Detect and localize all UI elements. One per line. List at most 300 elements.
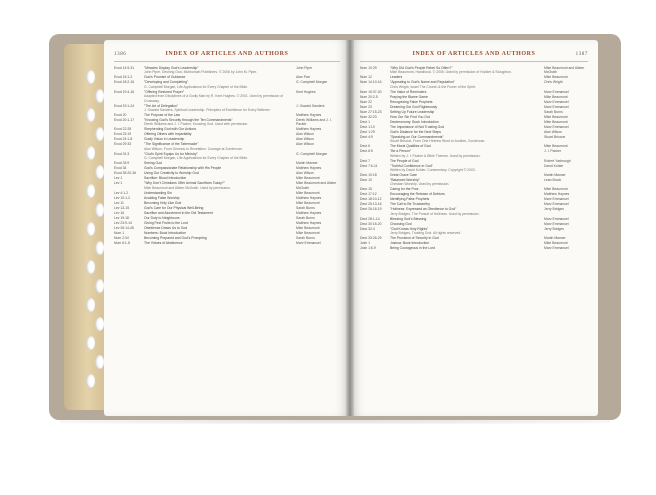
article-author: Marv Emmanuel	[296, 240, 321, 245]
scripture-reference: Josh 1	[360, 241, 370, 246]
scripture-reference: Deut 32:4	[360, 226, 375, 231]
article-title	[390, 90, 544, 94]
article-title	[144, 231, 296, 235]
scripture-reference: Deut 33:26-29	[360, 236, 382, 241]
index-entry	[114, 152, 340, 161]
article-title	[390, 115, 544, 119]
index-entry	[114, 132, 340, 136]
right-index-list	[360, 66, 588, 251]
scripture-reference: Lev 16	[114, 210, 125, 215]
article-source-note: G. Campbell Morgan, Life Applications for Every Chapter of the Bible.	[144, 84, 249, 89]
article-title-text: Becoming Prepared and God's Prompting	[144, 235, 207, 240]
article-title-text: The Provision of Security in God	[390, 236, 439, 241]
article-title-text: "The Significance of the Tabernacle"	[144, 142, 199, 147]
thumb-index-tab	[86, 298, 95, 312]
article-title-text: Choosing God	[390, 221, 412, 226]
article-author: Mike Beaumont	[296, 190, 320, 195]
article-source-note: Adapted from Disciplines of a Godly Man by R. Kent Hughes. © 2001. Used by permission of Crossway.	[144, 94, 284, 103]
article-title	[390, 192, 544, 196]
index-entry	[360, 95, 588, 99]
article-title	[390, 100, 544, 104]
article-title	[144, 181, 296, 190]
scripture-reference: Exod 15:1-2	[114, 75, 133, 80]
scripture-reference: Exod 23:19	[114, 132, 132, 137]
scripture-reference: Exod 24:1-8	[114, 137, 133, 142]
article-source-note: Christian Worship, Used by permission.	[390, 182, 450, 187]
scripture-reference: Num 20:2-5	[360, 94, 378, 99]
article-author: Chris Wright	[544, 80, 563, 85]
index-entry	[114, 196, 340, 200]
article-title-text: Seeing God	[144, 161, 162, 166]
scripture-reference: Exod 18:2-16	[114, 80, 135, 85]
article-title-text: Great Grace Care	[390, 173, 417, 178]
index-entry	[114, 104, 340, 113]
scripture-reference: Num 14:10-16	[360, 80, 382, 85]
article-title	[144, 113, 296, 117]
index-entry	[360, 246, 588, 250]
article-title-text: Encouraging the Release of Debtors	[390, 192, 445, 197]
index-entry	[360, 173, 588, 177]
scripture-reference: Deut 28:1-14	[360, 216, 380, 221]
article-title	[144, 132, 296, 136]
article-source-note: Written by David Kohler, Commentary. Copyright © 2003.	[390, 168, 476, 173]
index-entry	[360, 222, 588, 226]
article-title-text: "The Art of Delegation"	[144, 103, 179, 108]
scripture-reference: Lev 4:1-2	[114, 190, 129, 195]
scripture-reference: Deut 26:16-19	[360, 207, 382, 212]
scripture-reference: Deut 7:6-11	[360, 163, 378, 168]
scripture-reference: Exod 20:1-17	[114, 118, 135, 123]
thumb-index-tab	[95, 89, 104, 103]
scripture-reference: Num 10:29	[360, 66, 377, 70]
index-entry	[114, 181, 340, 190]
scripture-reference: Deut 4:9	[360, 134, 373, 139]
index-entry	[360, 120, 588, 124]
article-author: J. Oswald Sanders	[296, 103, 325, 108]
index-entry	[114, 211, 340, 215]
scripture-reference: Deut 15	[360, 187, 372, 192]
article-author: Mike Beaumont	[544, 94, 568, 99]
article-title	[390, 130, 544, 134]
article-author: Marv Emmanuel	[544, 104, 569, 109]
index-entry	[114, 201, 340, 205]
article-title-text: "Why Did God's People Rebel So Often?"	[390, 66, 453, 70]
article-author: Alan Wilson	[296, 142, 314, 147]
article-title-text: Deuteronomy: Book Introduction	[390, 119, 439, 124]
article-source-note: Alan Wilson, From Genesis to Revelation. Courage at Zondervan.	[144, 146, 243, 151]
index-entry	[114, 226, 340, 230]
article-title-text: Recognizing False Prophets	[390, 99, 433, 104]
article-author: Sarah Burns	[544, 109, 563, 114]
thumb-index-tab	[95, 279, 104, 293]
article-title	[144, 211, 296, 215]
index-entry	[360, 178, 588, 187]
article-title-text: "Truthful Confidence in God"	[390, 163, 433, 168]
article-author: Martin Manser	[544, 236, 566, 241]
article-author: Mike Beaumont	[544, 187, 568, 192]
scripture-reference: Deut 10	[360, 178, 372, 183]
article-title	[390, 110, 544, 114]
article-title-text: The Call to Be Trustworthy	[390, 202, 430, 207]
article-title	[390, 135, 544, 144]
index-entry	[360, 66, 588, 75]
article-title-text: God's Compassionate Relationship with His People	[144, 166, 222, 171]
article-author: Mike Beaumont	[296, 225, 320, 230]
scripture-reference: Exod 34	[114, 166, 127, 171]
article-title	[144, 75, 296, 79]
article-author: Matthew Haynes	[296, 220, 322, 225]
scripture-reference: Exod 31:3	[114, 151, 130, 156]
article-author: Mike Beaumont	[544, 144, 568, 149]
article-title-text: The People of God	[390, 158, 419, 163]
article-title	[144, 118, 296, 127]
scripture-reference: Exod 35:20-36	[114, 171, 137, 176]
article-source-note: Jerry Bridges, The Pursuit of Holiness. Used by permission.	[390, 211, 480, 216]
article-title-text: Identifying False Prophets	[390, 197, 430, 202]
article-title	[144, 201, 296, 205]
article-source-note: Jerry Bridges, Trusting God. All rights reserved.	[390, 231, 462, 236]
right-page-header	[360, 49, 588, 59]
left-page-running-head: INDEX OF ARTICLES AND AUTHORS	[165, 51, 289, 57]
article-source-note: Derek Williams and J. I. Packer, Knowing God. Used with permission.	[144, 122, 249, 127]
article-author: J. I. Packer	[544, 149, 561, 154]
article-author: Kent Hughes	[296, 89, 316, 94]
right-header-rule	[360, 61, 588, 62]
scripture-reference: Deut 6:5	[360, 149, 373, 154]
article-title-text: Leaders	[390, 75, 403, 80]
article-title	[144, 66, 296, 75]
scripture-reference: Exod 19:1-24	[114, 103, 135, 108]
article-author: Mike Beaumont	[296, 230, 320, 235]
article-title	[144, 137, 296, 141]
article-author: Sarah Burns	[296, 235, 315, 240]
article-author: Sarah Burns	[296, 205, 315, 210]
thumb-index-tab	[95, 355, 104, 369]
index-entry	[360, 144, 588, 148]
index-entry	[114, 66, 340, 75]
index-entry	[360, 135, 588, 144]
article-title	[390, 207, 544, 216]
thumb-index-tab	[95, 127, 104, 141]
article-title	[144, 236, 296, 240]
index-entry	[114, 236, 340, 240]
scripture-reference: Exod 19:4-16	[114, 89, 135, 94]
article-title-text: Using Our Creativity to Worship God	[144, 171, 199, 176]
article-title-text: "Holiness: Expressed as Obedience to God"	[390, 207, 457, 212]
article-author: Matthew Haynes	[544, 192, 570, 197]
scripture-reference: Num 22	[360, 99, 372, 104]
article-title-text: The Virtues of Abstinence	[144, 240, 183, 245]
scripture-reference: Num 32:23	[360, 114, 377, 119]
article-author: Marv Emmanuel	[544, 89, 569, 94]
index-entry	[114, 191, 340, 195]
article-title	[144, 90, 296, 103]
article-author: Derek Williams and J. I. Packer	[296, 118, 332, 127]
article-title-text: Sacrifice: Blood Introduction	[144, 176, 187, 181]
article-author: Mike Beaumont	[544, 114, 568, 119]
article-title	[144, 191, 296, 195]
article-title	[390, 217, 544, 221]
article-title-text: The Purpose of the Law	[144, 113, 181, 118]
scripture-reference: Lev 10:1-2	[114, 195, 131, 200]
index-entry	[114, 171, 340, 175]
scripture-reference: Deut 1:10	[360, 124, 375, 129]
article-source-note: Mike Beaumont and Alister McGrath. Used by permission.	[144, 185, 231, 190]
scripture-reference: Deut 30:15-20	[360, 221, 382, 226]
left-page-number: 1386	[114, 51, 127, 57]
scripture-reference: Deut 7	[360, 158, 370, 163]
article-author: G. Campbell Morgan	[296, 80, 328, 85]
scripture-reference: Lev 26:14-45	[114, 225, 134, 230]
article-title-text: "God Knows Holy Rights"	[390, 226, 429, 231]
article-source-note: Written by J. I. Packer & Bible Themes. Used by permission.	[390, 153, 481, 158]
index-entry	[360, 227, 588, 236]
scripture-reference: Lev 1	[114, 176, 123, 181]
article-title	[390, 178, 544, 187]
left-page	[104, 40, 350, 416]
scripture-reference: Exod 20	[114, 113, 127, 118]
scripture-reference: Num 2:34	[114, 235, 129, 240]
article-title	[390, 149, 544, 158]
book-gutter	[346, 40, 354, 416]
index-entry	[360, 159, 588, 163]
index-entry	[114, 206, 340, 210]
index-entry	[114, 137, 340, 141]
index-entry	[360, 75, 588, 79]
article-title	[390, 105, 544, 109]
article-author: Marv Emmanuel	[544, 246, 569, 251]
article-title-text: The Moral Qualities of God	[390, 144, 431, 149]
index-entry	[114, 90, 340, 103]
article-author: Mike Beaumont and Alister McGrath	[544, 66, 585, 75]
scripture-reference: Lev 11	[114, 200, 124, 205]
article-author: Marv Emmanuel	[544, 197, 569, 202]
article-author: Alan Parr	[296, 75, 311, 80]
article-author: Alan Wilson	[296, 137, 314, 142]
article-title	[144, 161, 296, 165]
article-title-text: "Be a Person"	[390, 149, 412, 154]
left-header-rule	[114, 61, 340, 62]
scripture-reference: Lev 23:9-14	[114, 220, 132, 225]
article-title-text: Blessing God's Blessing	[390, 216, 427, 221]
article-author: Marv Emmanuel	[544, 216, 569, 221]
article-author: Matthew Haynes	[296, 127, 322, 132]
article-title-text: God's Promise of Guidance	[144, 75, 186, 80]
thumb-index-tab	[86, 108, 95, 122]
scripture-reference: Num 1	[114, 230, 124, 235]
article-author: Martin Manser	[296, 161, 318, 166]
article-author: John Piper	[296, 66, 313, 70]
index-entry	[360, 187, 588, 191]
article-author: Alan Wilson	[296, 132, 314, 137]
article-author: Matthew Haynes	[296, 210, 322, 215]
thumb-index-tab	[86, 374, 95, 388]
scripture-reference: Exod 29:33	[114, 142, 132, 147]
right-page	[350, 40, 598, 416]
article-title-text: Shepherding God with Our Actions	[144, 127, 197, 132]
index-entry	[114, 176, 340, 180]
scripture-reference: Deut 6	[360, 144, 370, 149]
article-title	[390, 80, 544, 89]
article-title	[390, 246, 544, 250]
article-author: Jerry Bridges	[544, 226, 564, 231]
article-title	[144, 221, 296, 225]
index-entry	[360, 236, 588, 240]
index-entry	[360, 241, 588, 245]
article-author: Stuart Briscoe	[544, 134, 566, 139]
article-author: Jerry Bridges	[544, 207, 564, 212]
article-author: Alan Wilson	[544, 129, 562, 134]
article-author: Sarah Burns	[296, 215, 315, 220]
article-title-text: Giving First Fruits to the Lord	[144, 220, 188, 225]
article-author: Mike Beaumont	[544, 241, 568, 246]
article-author: Alan Wilson	[296, 171, 314, 176]
article-title-text: Avoiding False Worship	[144, 195, 180, 200]
article-title	[390, 159, 544, 163]
scripture-reference: Num 12	[360, 75, 372, 80]
article-source-note: Mike Beaumont, Handbook. © 2006. Used by permission of Hodder & Stoughton.	[390, 70, 512, 75]
thumb-index-tab	[95, 241, 104, 255]
scripture-reference: Lev 13-15	[114, 205, 130, 210]
article-title	[390, 236, 544, 240]
article-title	[144, 127, 296, 131]
article-author: Mike Beaumont and Alister McGrath	[296, 181, 337, 190]
article-title	[144, 241, 296, 245]
article-title-text: "Speaking on Our Commandments"	[390, 134, 444, 139]
article-title	[390, 144, 544, 148]
article-author: Robert Yarbrough	[544, 158, 571, 163]
article-title-text: Joshua: Book Introduction	[390, 241, 430, 246]
article-title	[390, 197, 544, 201]
scripture-reference: Exod 14:5-31	[114, 66, 135, 70]
article-title	[390, 75, 544, 79]
index-entry	[360, 202, 588, 206]
index-entry	[360, 110, 588, 114]
article-title	[390, 187, 544, 191]
index-entry	[114, 221, 340, 225]
thumb-index-tab	[95, 317, 104, 331]
scripture-reference: Num 15:37-40	[360, 89, 382, 94]
right-page-running-head: INDEX OF ARTICLES AND AUTHORS	[412, 51, 536, 57]
article-title-text: Sacrifice and Atonement in the Old Testament	[144, 210, 213, 215]
scripture-reference: Num 27:15-23	[360, 109, 382, 114]
index-entry	[360, 115, 588, 119]
index-entry	[114, 161, 340, 165]
article-title-text: Numbers: Book Introduction	[144, 230, 187, 235]
article-title	[144, 171, 296, 175]
scripture-reference: Deut 25:13-16	[360, 202, 382, 207]
index-entry	[360, 192, 588, 196]
article-author: Lean Brock	[544, 178, 562, 183]
thumb-index-tab	[86, 336, 95, 350]
index-entry	[360, 149, 588, 158]
index-entry	[360, 125, 588, 129]
scripture-reference: Lev 1	[114, 181, 123, 186]
index-entry	[360, 130, 588, 134]
index-entry	[114, 216, 340, 220]
article-title	[390, 241, 544, 245]
article-title	[144, 104, 296, 113]
index-entry	[360, 80, 588, 89]
article-title	[390, 164, 544, 173]
scripture-reference: Josh 1:6-9	[360, 246, 376, 251]
thumb-index-tab	[95, 203, 104, 217]
index-entry	[114, 75, 340, 79]
article-title	[390, 227, 544, 236]
article-title-text: Our Duty to Neighbours	[144, 215, 180, 220]
article-title-text: God's Care for Our Physical Well-Being	[144, 205, 204, 210]
article-title-text: Being Courageous in the Lord	[390, 246, 436, 251]
article-title-text: "Miracles Display God's Leadership"	[144, 66, 199, 70]
scripture-reference: Lev 19:18	[114, 215, 129, 220]
index-entry	[114, 142, 340, 151]
index-entry	[114, 231, 340, 235]
article-author: Mike Beaumont	[544, 75, 568, 80]
index-entry	[114, 80, 340, 89]
article-title-text: "God's Spirit Equips Us for Ministry"	[144, 151, 198, 156]
thumb-index-tab	[86, 184, 95, 198]
index-entry	[114, 113, 340, 117]
article-author: Marv Emmanuel	[544, 99, 569, 104]
article-title-text: Dreaming Out God Righteously	[390, 104, 438, 109]
article-title-text: Becoming Holy Like God	[144, 200, 182, 205]
article-source-note: John Piper, Desiring God, Multnomah Publishers. © 2006 by John M. Piper.	[144, 70, 258, 75]
index-entry	[360, 90, 588, 94]
article-author: Marv Emmanuel	[544, 202, 569, 207]
article-author: David Kohler	[544, 163, 564, 168]
article-source-note: J. Oswald Sanders, Spiritual Leadership. Principles of Excellence for Every Believer.	[144, 108, 271, 113]
article-author: Marv Emmanuel	[544, 124, 569, 129]
right-page-number: 1387	[575, 51, 588, 57]
article-author: Matthew Haynes	[296, 195, 322, 200]
article-title	[390, 125, 544, 129]
article-title	[390, 202, 544, 206]
article-title-text: God's Distance for the Next Steps	[390, 129, 441, 134]
article-source-note: Stuart Briscoe, From One Hebrew Word to Another, Zondervan.	[390, 139, 486, 144]
index-entry	[114, 127, 340, 131]
article-source-note: G. Campbell Morgan, Life Applications for Every Chapter of the Bible.	[144, 156, 249, 161]
thumb-index-tab	[86, 70, 95, 84]
article-title	[144, 152, 296, 161]
article-author: Matthew Haynes	[296, 113, 322, 118]
scripture-reference: Deut 10:18	[360, 173, 377, 178]
article-title	[144, 80, 296, 89]
article-title	[144, 216, 296, 220]
article-title-text: "Why Don't Christians Offer Animal Sacrifices Today?"	[144, 181, 225, 186]
index-entry	[360, 164, 588, 173]
article-title-text: "Balanced Worship"	[390, 178, 420, 183]
article-title-text: "Offering Restored Prayer"	[144, 89, 185, 94]
article-title	[144, 176, 296, 180]
article-title-text: Godly Vision in Leadership	[144, 137, 185, 142]
article-title-text: "Appealing to God's Name and Reputation"	[390, 80, 455, 85]
article-source-note: Chris Wright, Israel The Church & the Power of the Spirit.	[390, 84, 476, 89]
article-title-text: Setting Up Future Leadership	[390, 109, 435, 114]
index-entry	[360, 100, 588, 104]
article-author: Mike Beaumont	[544, 119, 568, 124]
scripture-reference: Num 23	[360, 104, 372, 109]
article-title	[144, 226, 296, 230]
article-author: Matthew Haynes	[296, 166, 322, 171]
scripture-reference: Deut 1	[360, 119, 370, 124]
scripture-reference: Exod 33:9	[114, 161, 130, 166]
scripture-reference: Deut 18:10-12	[360, 197, 382, 202]
index-entry	[360, 217, 588, 221]
thumb-index-tab	[86, 222, 95, 236]
scripture-reference: Deut 17:12	[360, 192, 377, 197]
article-title	[144, 196, 296, 200]
article-title-text: "Knowing God's Security through the Ten Commandments"	[144, 118, 233, 123]
